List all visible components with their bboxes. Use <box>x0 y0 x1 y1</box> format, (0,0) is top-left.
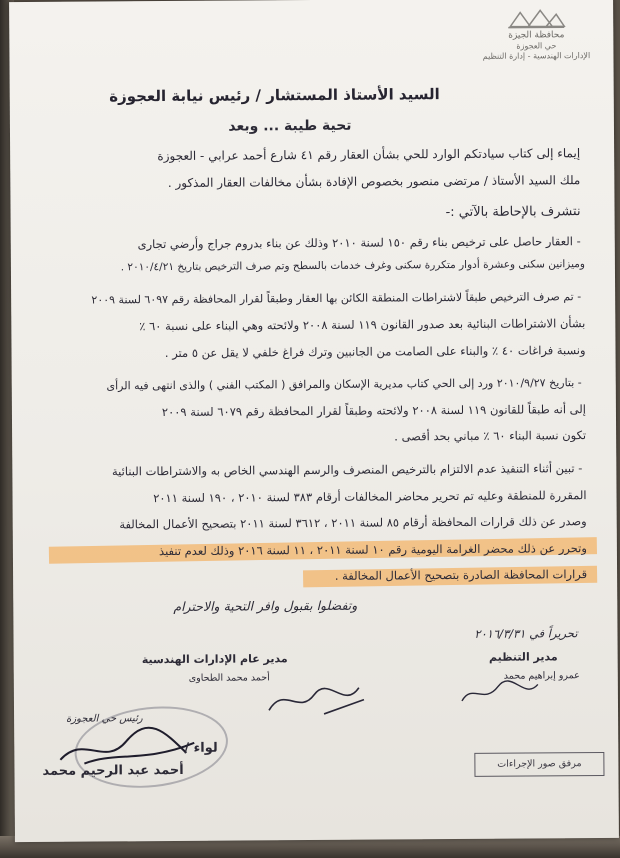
district-chief-title: رئيس حي العجوزة <box>66 713 143 725</box>
bullet-2-line-1: - تم صرف الترخيص طبقاً لاشتراطات المنطقة الكائن بها العقار وطبقاً لقرار المحافظة رقم ٦٠٩٧ لسنة ٢٠٠٩ <box>91 290 582 307</box>
bullet-4-line-5-highlighted: قرارات المحافظة الصادرة بتصحيح الأعمال المخالفة . <box>334 567 588 583</box>
bullet-1-line-1: - العقار حاصل على ترخيص بناء رقم ١٥٠ لسنة ٢٠١٠ وذلك عن بناء بدروم جراج وأرضي تجارى <box>137 234 581 252</box>
letterhead-logo <box>481 8 591 69</box>
bullet-4-line-2: المقررة للمنطقة وعليه تم تحرير محاضر المخالفات أرقام ٣٨٣ لسنة ٢٠١٠ ، ١٩٠ لسنة ٢٠١١ <box>153 488 587 506</box>
bullet-2-line-3: ونسبة فراغات ٤٠ ٪ والبناء على الصامت من الجانبين وترك فراغ خلفي لا يقل عن ٥ متر . <box>164 343 586 361</box>
logo-line-district: حي العجوزة <box>516 41 557 51</box>
bullet-4-line-4-highlighted: وتحرر عن ذلك محضر الغرامة اليومية رقم ١٠ لسنة ٢٠١١ ، ١١ لسنة ٢٠١٦ وذلك لعدم تنفيذ <box>158 541 587 559</box>
bullet-3-line-2: إلى أنه طبقاً للقانون ١١٩ لسنة ٢٠٠٨ ولائحته وطبقاً لقرار المحافظة رقم ٦٠٧٩ لسنة ٢٠٠٩ <box>161 402 586 420</box>
district-chief-name: أحمد عبد الرحيم محمد <box>42 762 184 779</box>
logo-line-department: الإدارات الهندسية - إدارة التنظيم <box>482 51 591 61</box>
greeting: تحية طيبة ... وبعد <box>228 117 352 135</box>
engineering-director-title: مدير عام الإدارات الهندسية <box>141 652 288 667</box>
organization-director-name: عمرو إبراهيم محمد <box>503 670 580 682</box>
engineering-director-name: أحمد محمد الطحاوى <box>188 672 270 684</box>
bullet-1-line-2: وميزانين سكنى وعشرة أدوار متكررة سكنى وغرف خدمات بالسطح وتم صرف الترخيص بتاريخ ٢٠١٠/٤/٢١ . <box>120 258 585 274</box>
letter-paper <box>9 0 619 842</box>
addressee-heading: السيد الأستاذ المستشار / رئيس نيابة العجوزة <box>109 85 440 106</box>
bullet-4-line-1: - تبين أثناء التنفيذ عدم الالتزام بالترخيص المنصرف والرسم الهندسي الخاص به والاشتراطات البنائية <box>111 461 583 479</box>
organization-signature-icon <box>454 674 544 711</box>
intro-line: نتشرف بالإحاطة بالآتي :- <box>445 204 581 221</box>
general-rank-label: لواء / <box>184 740 218 756</box>
logo-line-governorate: محافظة الجيزة <box>508 30 565 41</box>
paragraph-1-line-1: إيماء إلى كتاب سيادتكم الوارد للحي بشأن العقار رقم ٤١ شارع أحمد عرابي - العجوزة <box>157 146 581 164</box>
closing-line: وتفضلوا بقبول وافر التحية والاحترام <box>173 597 358 614</box>
governorate-emblem-icon <box>506 8 566 30</box>
organization-director-title: مدير التنظيم <box>488 650 558 664</box>
paragraph-1-line-2: ملك السيد الأستاذ / مرتضى منصور بخصوص الإفادة بشأن مخالفات العقار المذكور . <box>167 173 581 191</box>
letter-date: تحريراً في ٢٠١٦/٣/٣١ <box>474 626 578 641</box>
bullet-3-line-3: تكون نسبة البناء ٦٠ ٪ مباني بحد أقصى . <box>394 428 587 444</box>
bullet-2-line-2: بشأن الاشتراطات البنائية بعد صدور القانون ١١٩ لسنة ٢٠٠٨ ولائحته وهي البناء على نسبة ٦٠ ٪ <box>139 316 586 334</box>
attachment-note-box: مرفق صور الإجراءات <box>474 752 604 777</box>
bullet-4-line-3: وصدر عن ذلك قرارات المحافظة أرقام ٨٥ لسنة ٢٠١١ ، ٣٦١٢ لسنة ٢٠١١ بتصحيح الأعمال المخالفة <box>119 514 587 532</box>
bullet-3-line-1: - بتاريخ ٢٠١٠/٩/٢٧ ورد إلى الحي كتاب مديرية الإسكان والمرافق ( المكتب الفني ) والذى انتهى فيه الرأى <box>106 376 582 393</box>
engineering-signature-icon <box>264 680 374 721</box>
